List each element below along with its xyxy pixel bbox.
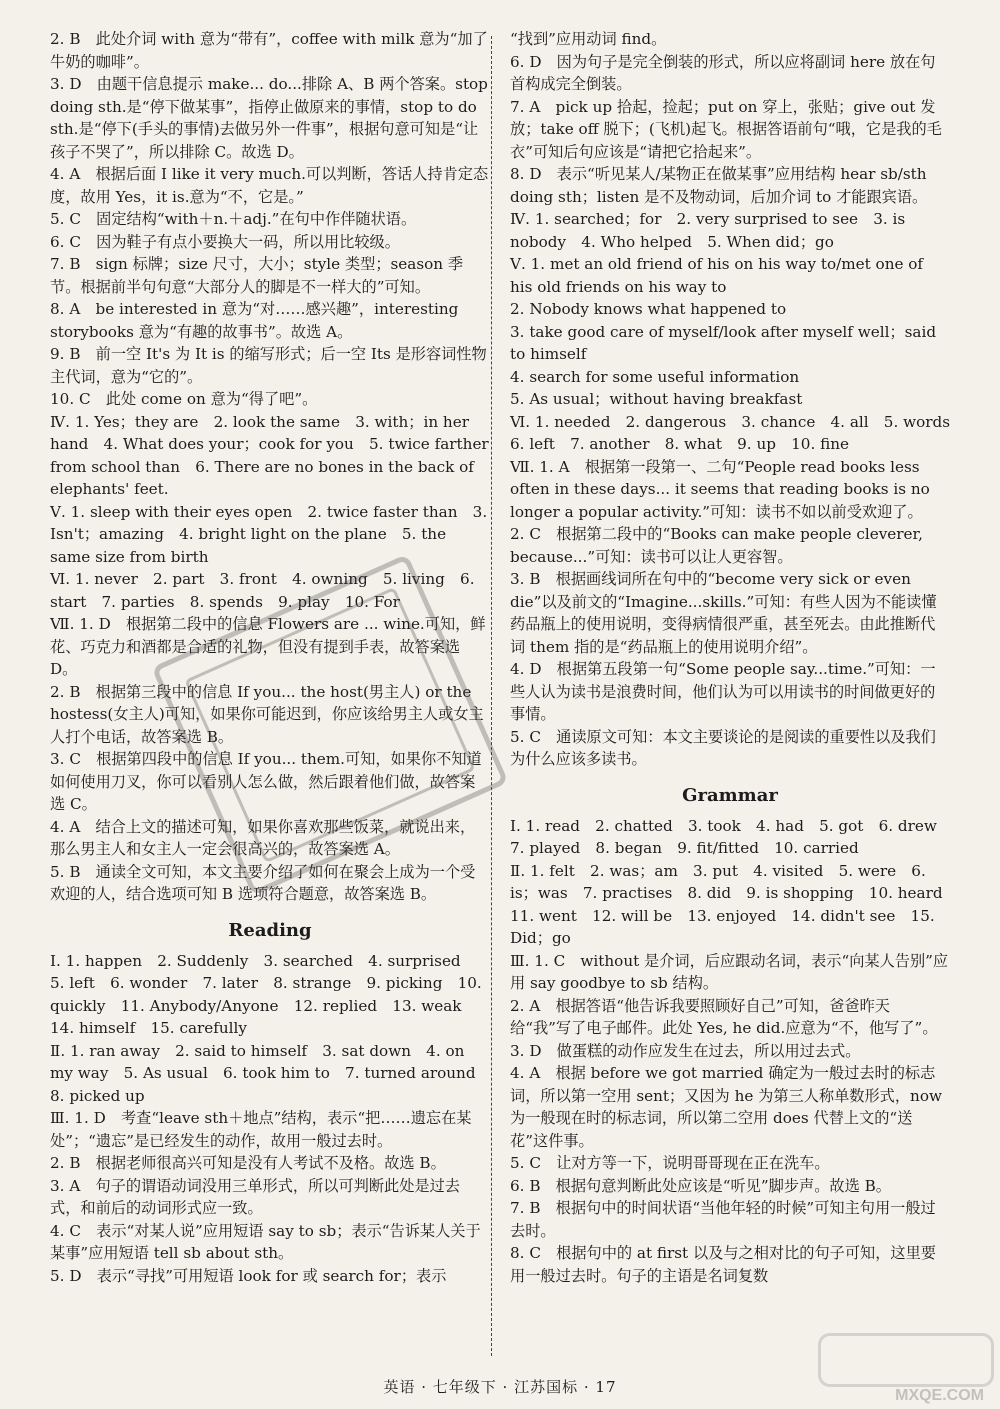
answer-item: 5. C 固定结构“with＋n.＋adj.”在句中作伴随状语。	[50, 210, 417, 228]
answer-item: 3. D 做蛋糕的动作应发生在过去，所以用过去式。	[510, 1041, 861, 1060]
answer-item: 8. C 根据句中的 at first 以及与之相对比的句子可知，这里要用一般过去时。句子的主语是名词复数	[510, 1244, 936, 1285]
grammar-title: Grammar	[682, 784, 778, 806]
answer-item: 3. A 句子的谓语动词没用三单形式，所以可判断此处是过去式，和前后的动词形式应一致。	[50, 1176, 460, 1217]
answer-item: 4. A 根据后面 I like it very much.可以判断，答话人持肯定态度，故用 Yes，it is.意为“不，它是。”	[50, 165, 489, 206]
answer-item: 4. C 表示“对某人说”应用短语 say to sb；表示“告诉某人关于某事”应用短语 tell sb about sth。	[50, 1221, 481, 1262]
answer-item: 7. B 根据句中的时间状语“当他年轻的时候”可知主句用一般过去时。	[510, 1199, 936, 1240]
answer-item: 6. C 因为鞋子有点小要换大一码，所以用比较级。	[50, 232, 400, 251]
answer-item: 7. B sign 标牌；size 尺寸，大小；style 类型；season 季节。根据前半句句意“大部分人的脚是不一样大的”可知。	[50, 255, 464, 296]
answer-item: 8. A be interested in 意为“对……感兴趣”，interesting storybooks 意为“有趣的故事书”。故选 A。	[50, 300, 459, 341]
answer-item: Ⅵ. 1. needed 2. dangerous 3. chance 4. all 5. words 6. left 7. another 8. what 9. up 10. fine	[510, 412, 966, 453]
answer-item: 4. D 根据第五段第一句“Some people say...time.”可知：一些人认为读书是浪费时间，他们认为可以用读书的时间做更好的事情。	[510, 660, 936, 723]
answer-item: Ⅵ. 1. never 2. part 3. front 4. owning 5. living 6. start 7. parties 8. spends 9. play 10. For	[50, 570, 475, 611]
answer-item: Ⅴ. 1. met an old friend of his on his way to/met one of his old friends on his way to	[510, 255, 924, 296]
column-divider	[491, 36, 492, 1356]
answer-item: 2. B 此处介词 with 意为“带有”，coffee with milk 意为“加了牛奶的咖啡”。	[50, 30, 488, 71]
answer-item: Ⅰ. 1. read 2. chatted 3. took 4. had 5. got 6. drew 7. played 8. began 9. fit/fitted 10. carried	[510, 816, 953, 857]
answer-item: 5. C 通读原文可知：本文主要谈论的是阅读的重要性以及我们为什么应该多读书。	[510, 727, 936, 768]
answer-item: Ⅲ. 1. C without 是介词，后应跟动名词，表示“向某人告别”应用 say goodbye to sb 结构。	[510, 951, 949, 992]
reading-title: Reading	[228, 919, 312, 941]
answer-item: 5. B 通读全文可知，本文主要介绍了如何在聚会上成为一个受欢迎的人，结合选项可知 B 选项符合题意，故答案选 B。	[50, 862, 476, 903]
answer-item: 3. B 根据画线词所在句中的“become very sick or even die”以及前文的“Imagine...skills.”可知：有些人因为不能读懂药品瓶上的使用说明，变得病情很严重，甚至死去。由此推断代词 them 指的是“药品瓶上的使用说明介绍”。	[510, 570, 937, 656]
reading-answers-list	[50, 950, 490, 1288]
answer-item: 3. take good care of myself/look after myself well；said to himself	[510, 322, 937, 363]
answer-item: “找到”应用动词 find。	[510, 30, 667, 48]
watermark-text: MXQE.COM	[895, 1387, 984, 1404]
right-column	[510, 28, 966, 1287]
answer-item: 2. A 根据答语“他告诉我要照顾好自己”可知，爸爸昨天给“我”写了电子邮件。此处 Yes, he did.应意为“不，他写了”。	[510, 996, 938, 1037]
answer-logo-icon	[818, 1333, 988, 1405]
answer-item: 10. C 此处 come on 意为“得了吧”。	[50, 390, 318, 408]
page-footer: 英语 · 七年级下 · 江苏国标 · 17	[383, 1378, 617, 1396]
answer-item: Ⅰ. 1. happen 2. Suddenly 3. searched 4. surprised 5. left 6. wonder 7. later 8. strange 9. picking 10. quickly 11. Anybody/Anyone 12. replied 13. weak 14. himself 15. carefully	[50, 951, 482, 1037]
answer-item: 2. B 根据老师很高兴可知是没有人考试不及格。故选 B。	[50, 1154, 446, 1172]
answer-item: 8. D 表示“听见某人/某物正在做某事”应用结构 hear sb/sth doing sth；listen 是不及物动词，后加介词 to 才能跟宾语。	[510, 165, 928, 206]
answer-item: 5. As usual；without having breakfast	[510, 390, 803, 408]
answer-item: Ⅲ. 1. D 考查“leave sth＋地点”结构，表示“把……遗忘在某处”；“遗忘”是已经发生的动作，故用一般过去时。	[50, 1109, 472, 1150]
answer-item: Ⅶ. 1. A 根据第一段第一、二句“People read books less often in these days... it seems that reading books is no longer a popular activity.”可知：读书不如以前受欢迎了。	[510, 457, 930, 521]
answer-item: Ⅶ. 1. D 根据第二段中的信息 Flowers are ... wine.可知，鲜花、巧克力和酒都是合适的礼物，但没有提到手表，故答案选 D。	[50, 615, 486, 678]
answer-item: 4. A 根据 before we got married 确定为一般过去时的标志词，所以第一空用 sent；又因为 he 为第三人称单数形式，now 为一般现在时的标志词，所以第二空用 does 代替上文的“送花”这件事。	[510, 1064, 942, 1150]
answer-item: 2. C 根据第二段中的“Books can make people cleverer, because...”可知：读书可以让人更容智。	[510, 525, 923, 566]
answer-item: 4. A 结合上文的描述可知，如果你喜欢那些饭菜，就说出来，那么男主人和女主人一定会很高兴的，故答案选 A。	[50, 817, 476, 858]
answer-item: Ⅱ. 1. felt 2. was；am 3. put 4. visited 5. were 6. is；was 7. practises 8. did 9. is shopping 10. heard 11. went 12. will be 13. enjoyed 14. didn't see 15. Did；go	[510, 861, 958, 947]
answer-item: 6. D 因为句子是完全倒装的形式，所以应将副词 here 放在句首构成完全倒装。	[510, 52, 936, 93]
answer-item: 7. A pick up 拾起，捡起；put on 穿上，张贴；give out 发放；take off 脱下；(飞机)起飞。根据答语前句“哦，它是我的毛衣”可知后句应该是“请把它拾起来”。	[510, 97, 942, 161]
answer-item: 6. B 根据句意判断此处应该是“听见”脚步声。故选 B。	[510, 1176, 891, 1195]
answer-item: 9. B 前一空 It's 为 It is 的缩写形式；后一空 Its 是形容词性物主代词，意为“它的”。	[50, 345, 487, 386]
answer-item: Ⅳ. 1. Yes；they are 2. look the same 3. with；in her hand 4. What does your；cook for you 5. twice farther from school than 6. There are no bones in the back of elephants' feet.	[50, 412, 489, 498]
answer-item: Ⅳ. 1. searched；for 2. very surprised to see 3. is nobody 4. Who helped 5. When did；go	[510, 210, 906, 251]
right-answers-list	[510, 28, 966, 771]
answer-item: 2. B 根据第三段中的信息 If you... the host(男主人) or the hostess(女主人)可知，如果你可能迟到，你应该给男主人或女主人打个电话，故答案选 B。	[50, 682, 484, 746]
answer-item: 5. C 让对方等一下，说明哥哥现在正在洗车。	[510, 1154, 830, 1172]
answer-item: Ⅴ. 1. sleep with their eyes open 2. twice faster than 3. Isn't；amazing 4. bright light on the plane 5. the same size from birth	[50, 502, 488, 566]
grammar-answers-list	[510, 815, 958, 1288]
answer-item: 2. Nobody knows what happened to	[510, 300, 787, 318]
answer-item: 5. D 表示“寻找”可用短语 look for 或 search for；表示	[50, 1266, 447, 1285]
answer-item: 3. D 由题干信息提示 make... do...排除 A、B 两个答案。stop doing sth.是“停下做某事”，指停止做原来的事情，stop to do sth.是“停下(手头的事情)去做另外一件事”，根据句意可知是“让孩子不哭了”，所以排除 C。故选 D。	[50, 75, 488, 161]
watermark-logo-frame	[818, 1333, 994, 1387]
answer-item: 4. search for some useful information	[510, 367, 800, 386]
answer-item: Ⅱ. 1. ran away 2. said to himself 3. sat down 4. on my way 5. As usual 6. took him to 7. turned around 8. picked up	[50, 1041, 491, 1105]
answer-item: 3. C 根据第四段中的信息 If you... them.可知，如果你不知道如何使用刀叉，你可以看别人怎么做，然后跟着他们做，故答案选 C。	[50, 750, 482, 813]
